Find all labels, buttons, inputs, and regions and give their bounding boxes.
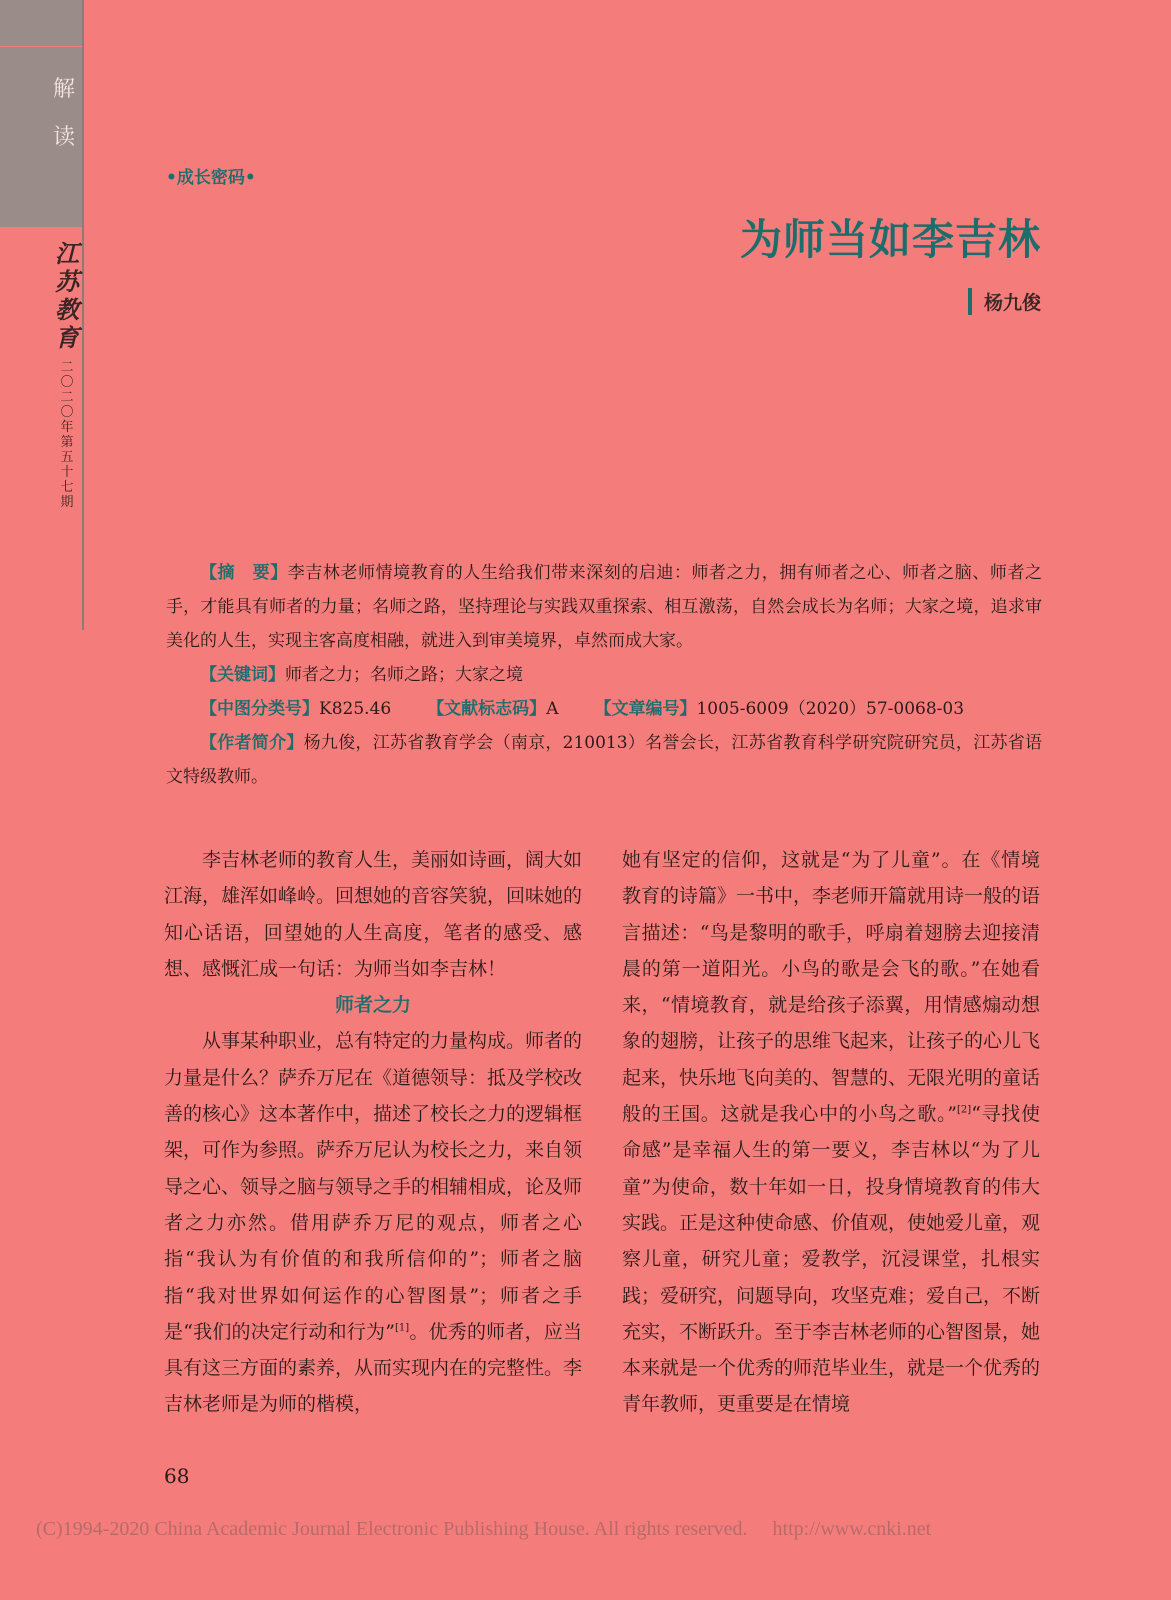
keywords-paragraph — [166, 658, 1042, 692]
body-column-right — [622, 842, 1040, 1423]
article-author: 杨九俊 — [968, 288, 1041, 315]
abstract-block — [166, 556, 1042, 794]
keywords-text: 师者之力；名师之路；大家之境 — [285, 665, 523, 685]
sidebar-char-2: 读 — [52, 125, 75, 150]
abstract-paragraph — [166, 556, 1042, 658]
clc-label: 【中图分类号】 — [200, 699, 319, 719]
author-bio-paragraph — [166, 726, 1042, 794]
article-title: 为师当如李吉林 — [739, 215, 1041, 264]
section-heading: 师者之力 — [334, 994, 411, 1017]
body-text: “寻找使命感”是幸福人生的第一要义，李吉林以“为了儿童”为使命，数十年如一日，投身情境教育的伟大实践。正是这种使命感、价值观，使她爱儿童，观察儿童，研究儿童；爱教学，沉浸课堂，扎根实践；爱研究，问题导向，攻坚克难；爱自己，不断充实，不断跃升。至于李吉林老师的心智图景，她本来就是一个优秀的师范毕业生，就是一个优秀的青年教师，更重要是在情境 — [622, 1103, 1041, 1416]
body-paragraph: 李吉林老师的教育人生，美丽如诗画，阔大如江海，雄浑如峰岭。回想她的音容笑貌，回味她的知心话语，回望她的人生高度，笔者的感受、感想、感慨汇成一句话：为师当如李吉林！ — [164, 849, 583, 980]
body-column-left — [164, 842, 582, 1423]
sidebar-char-1: 解 — [52, 77, 75, 102]
author-bio-label: 【作者简介】 — [200, 733, 304, 753]
abstract-label: 【摘 要】 — [200, 563, 288, 583]
author-bio-text: 杨九俊，江苏省教育学会（南京，210013）名誉会长，江苏省教育科学研究院研究员，江苏省语文特级教师。 — [166, 733, 1043, 787]
article-number-label: 【文章编号】 — [594, 699, 697, 719]
copyright-footer: (C)1994-2020 China Academic Journal Electronic Publishing House. All rights reserved. http://www.cnki.net — [36, 1518, 932, 1540]
reference-marker: [2] — [957, 1104, 972, 1116]
abstract-text: 李吉林老师情境教育的人生给我们带来深刻的启迪：师者之力，拥有师者之心、师者之脑、师者之手，才能具有师者的力量；名师之路，坚持理论与实践双重探索、相互激荡，自然会成长为名师；大家之境，追求审美化的人生，实现主客高度相融，就进入到审美境界，卓然而成大家。 — [166, 563, 1043, 651]
journal-issue: 二〇二〇年第五十七期 — [60, 360, 74, 510]
sidebar-section-label — [50, 66, 78, 162]
article-number-value: 1005-6009（2020）57-0068-03 — [696, 699, 965, 719]
body-text: 。优秀的师者，应当具有这三方面的素养，从而实现内在的完整性。李吉林老师是为师的楷模， — [164, 1320, 583, 1416]
body-text: 她有坚定的信仰，这就是“为了儿童”。在《情境教育的诗篇》一书中，李老师开篇就用诗一般的语言描述：“鸟是黎明的歌手，呼扇着翅膀去迎接清晨的第一道阳光。小鸟的歌是会飞的歌。”在她看来，“情境教育，就是给孩子添翼，用情感煽动想象的翅膀，让孩子的思维飞起来，让孩子的心儿飞起来，快乐地飞向美的、智慧的、无限光明的童话般的王国。这就是我心中的小鸟之歌。” — [622, 849, 1041, 1126]
column-tag: •成长密码• — [166, 168, 256, 188]
doc-code-label: 【文献标志码】 — [427, 699, 547, 719]
keywords-label: 【关键词】 — [200, 665, 285, 685]
body-text: 从事某种职业，总有特定的力量构成。师者的力量是什么？萨乔万尼在《道德领导：抵及学校改善的核心》这本著作中，描述了校长之力的逻辑框架，可作为参照。萨乔万尼认为校长之力，来自领导之心、领导之脑与领导之手的相辅相成，论及师者之力亦然。借用萨乔万尼的观点，师者之心指“我认为有价值的和我所信仰的”；师者之脑指“我对世界如何运作的心智图景”；师者之手是“我们的决定行动和行为” — [164, 1030, 583, 1343]
sidebar-divider — [82, 0, 84, 630]
journal-name: 江苏教育 — [55, 239, 79, 352]
body-paragraph — [164, 1023, 582, 1422]
clc-value: K825.46 — [319, 699, 392, 719]
body-paragraph — [622, 842, 1040, 1423]
doc-code-value: A — [546, 699, 559, 719]
sidebar-tab-top — [0, 0, 82, 46]
reference-marker: [1] — [394, 1322, 410, 1334]
page-number: 68 — [164, 1464, 190, 1488]
classification-row — [166, 692, 1042, 726]
